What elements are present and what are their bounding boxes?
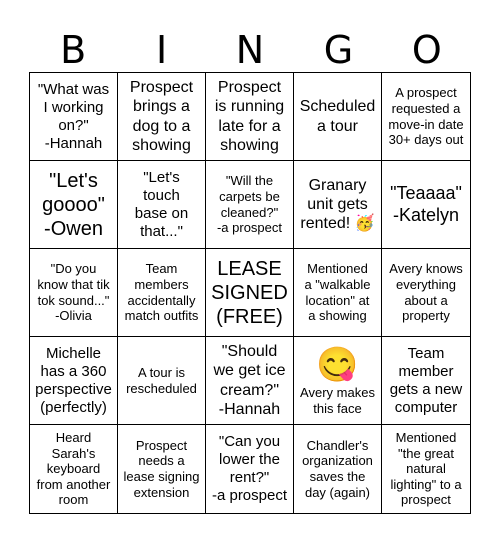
header-letter-g: G — [323, 28, 354, 72]
cell-text: Team member gets a new computer — [389, 344, 463, 416]
cell-text: Michelle has a 360 perspective (perfectly) — [35, 344, 112, 416]
cell-text: "Let's touch base on that..." — [134, 168, 189, 240]
bingo-cell[interactable] — [30, 249, 118, 337]
header-letter-o: O — [411, 28, 442, 72]
bingo-cell[interactable] — [118, 337, 206, 425]
cell-text: Granary unit gets rented! 🥳 — [300, 176, 375, 233]
bingo-cell[interactable] — [118, 73, 206, 161]
free-space-text: LEASE SIGNED (FREE) — [211, 257, 288, 328]
cell-text: "Let's goooo" -Owen — [42, 169, 105, 240]
bingo-cell[interactable] — [382, 337, 470, 425]
cell-text: "Do you know that tik tok sound..." -Olivia — [37, 261, 110, 324]
cell-text: Chandler's organization saves the day (again) — [302, 437, 373, 500]
bingo-cell[interactable] — [118, 161, 206, 249]
cell-text: Scheduled a tour — [299, 98, 376, 135]
cell-text: "Teaaaa" -Katelyn — [390, 182, 462, 225]
bingo-cell[interactable] — [206, 425, 294, 513]
bingo-cell[interactable] — [30, 73, 118, 161]
bingo-cell[interactable] — [294, 249, 382, 337]
cell-text: Avery makes this face — [300, 384, 375, 416]
bingo-cell[interactable] — [382, 161, 470, 249]
cell-text: A tour is rescheduled — [126, 364, 197, 396]
cell-text: "What was I working on?" -Hannah — [37, 80, 110, 152]
bingo-cell[interactable] — [118, 425, 206, 513]
bingo-cell[interactable] — [206, 161, 294, 249]
cell-text: "Will the carpets be cleaned?" -a prospect — [216, 173, 283, 236]
bingo-cell[interactable] — [206, 337, 294, 425]
bingo-cell[interactable] — [206, 73, 294, 161]
cell-text: Heard Sarah's keyboard from another room — [36, 430, 111, 508]
cell-text: Team members accidentally match outfits — [124, 261, 199, 324]
cell-text: Mentioned "the great natural lighting" to a prospect — [390, 430, 462, 508]
bingo-cell[interactable] — [294, 337, 382, 425]
cell-text: A prospect requested a move-in date 30+ days out — [388, 85, 464, 148]
bingo-cell[interactable] — [118, 249, 206, 337]
header-letter-b: B — [60, 28, 87, 72]
bingo-cell[interactable] — [294, 73, 382, 161]
cell-text: "Can you lower the rent?" -a prospect — [211, 433, 288, 504]
header-letter-i: I — [156, 28, 168, 72]
cell-text: Avery knows everything about a property — [389, 261, 463, 324]
bingo-cell[interactable] — [294, 425, 382, 513]
cell-text: Prospect brings a dog to a showing — [129, 79, 194, 154]
bingo-cell[interactable] — [382, 73, 470, 161]
bingo-cell[interactable] — [382, 425, 470, 513]
cell-text: Prospect needs a lease signing extension — [123, 437, 200, 500]
header-letter-n: N — [235, 28, 265, 72]
cell-text: Prospect is running late for a showing — [214, 79, 285, 154]
bingo-board — [29, 72, 471, 514]
bingo-cell[interactable] — [30, 337, 118, 425]
bingo-cell[interactable] — [294, 161, 382, 249]
yum-face-icon: 😋 — [316, 345, 359, 384]
bingo-cell[interactable] — [30, 161, 118, 249]
bingo-header — [29, 28, 471, 72]
free-space-cell[interactable] — [206, 249, 294, 337]
cell-text: "Should we get ice cream?" -Hannah — [213, 343, 286, 418]
bingo-cell[interactable] — [30, 425, 118, 513]
bingo-cell[interactable] — [382, 249, 470, 337]
cell-text: Mentioned a "walkable location" at a showing — [304, 261, 371, 324]
